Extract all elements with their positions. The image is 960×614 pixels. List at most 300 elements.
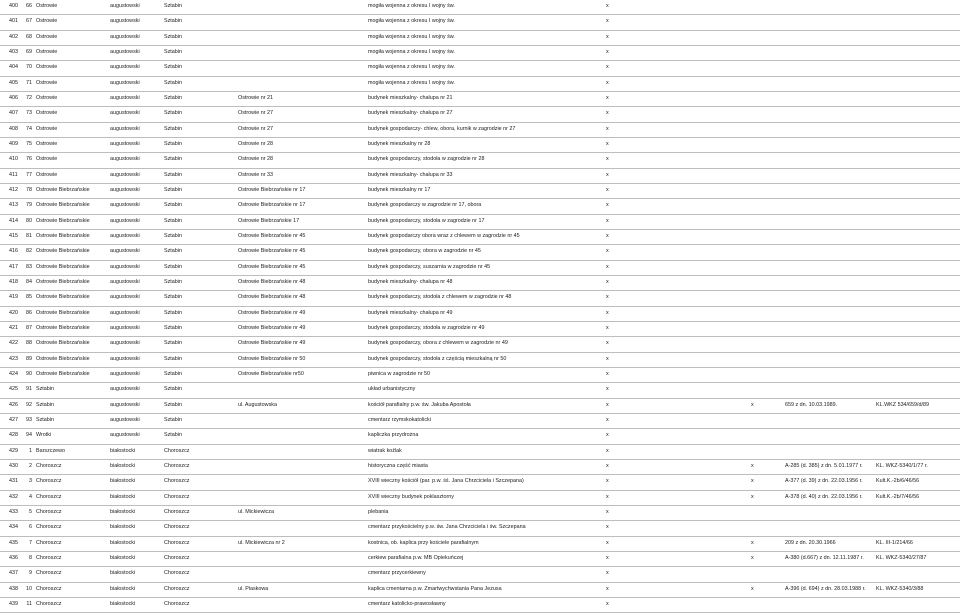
row-number-cell: 428 bbox=[9, 432, 18, 439]
locality-cell: Ostrowie Biebrzańskie bbox=[36, 309, 90, 316]
entry-number-cell: 74 bbox=[26, 125, 32, 132]
row-number-cell: 415 bbox=[9, 232, 18, 239]
mark-x-cell: x bbox=[606, 125, 609, 132]
object-description-cell: mogiła wojenna z okresu I wojny św. bbox=[368, 48, 455, 55]
object-description-cell: budynek mieszkalny- chałupa nr 49 bbox=[368, 309, 453, 316]
commune-cell: Sztabin bbox=[164, 186, 182, 193]
commune-cell: Sztabin bbox=[164, 217, 182, 224]
mark-x-cell: x bbox=[606, 186, 609, 193]
table-row bbox=[0, 123, 960, 138]
mark-x-cell: x bbox=[606, 140, 609, 147]
table-row bbox=[0, 506, 960, 521]
mark-x-cell: x bbox=[606, 370, 609, 377]
entry-number-cell: 5 bbox=[29, 508, 32, 515]
object-description-cell: budynek mieszkalny- chałupa nr 33 bbox=[368, 171, 453, 178]
row-number-cell: 439 bbox=[9, 600, 18, 607]
object-description-cell: mogiła wojenna z okresu I wojny św. bbox=[368, 18, 455, 25]
commune-cell: Sztabin bbox=[164, 171, 182, 178]
commune-cell: Sztabin bbox=[164, 18, 182, 25]
object-description-cell: kościół parafialny p.w. św. Jakuba Apostoła bbox=[368, 401, 471, 408]
locality-cell: Choroszcz bbox=[36, 524, 62, 531]
locality-cell: Wrotki bbox=[36, 432, 52, 439]
locality-cell: Ostrowie bbox=[36, 156, 58, 163]
mark-x-cell: x bbox=[606, 3, 609, 9]
commune-cell: Sztabin bbox=[164, 202, 182, 209]
table-row bbox=[0, 276, 960, 291]
entry-number-cell: 93 bbox=[26, 416, 32, 423]
table-row bbox=[0, 383, 960, 398]
object-description-cell: budynek gospodarczy, stodoła z częścią mieszkalną nr 50 bbox=[368, 355, 507, 362]
row-number-cell: 434 bbox=[9, 524, 18, 531]
locality-cell: Choroszcz bbox=[36, 462, 62, 469]
commune-cell: Sztabin bbox=[164, 94, 182, 101]
entry-number-cell: 9 bbox=[29, 570, 32, 577]
object-description-cell: mogiła wojenna z okresu I wojny św. bbox=[368, 3, 455, 9]
locality-cell: Ostrowie Biebrzańskie bbox=[36, 263, 90, 270]
case-reference-cell: Kult.K.-2b/6/46/56 bbox=[876, 478, 920, 485]
mark-x-cell: x bbox=[606, 493, 609, 500]
county-cell: augustowski bbox=[110, 324, 140, 331]
mark-register-cell: x bbox=[751, 539, 754, 546]
row-number-cell: 437 bbox=[9, 570, 18, 577]
entry-number-cell: 70 bbox=[26, 64, 32, 71]
commune-cell: Choroszcz bbox=[164, 524, 190, 531]
address-cell: Ostrowie Biebrzańskie nr 49 bbox=[238, 340, 306, 347]
county-cell: augustowski bbox=[110, 202, 140, 209]
locality-cell: Ostrowie bbox=[36, 3, 58, 9]
row-number-cell: 430 bbox=[9, 462, 18, 469]
mark-x-cell: x bbox=[606, 217, 609, 224]
county-cell: augustowski bbox=[110, 110, 140, 117]
address-cell: ul. Piaskowa bbox=[238, 585, 269, 592]
entry-number-cell: 89 bbox=[26, 355, 32, 362]
row-number-cell: 431 bbox=[9, 478, 18, 485]
county-cell: augustowski bbox=[110, 294, 140, 301]
register-entry-cell: 209 z dn. 20.30.1966 bbox=[785, 539, 836, 546]
locality-cell: Ostrowie Biebrzańskie bbox=[36, 248, 90, 255]
commune-cell: Sztabin bbox=[164, 110, 182, 117]
object-description-cell: wiatrak koźlak bbox=[368, 447, 402, 454]
mark-register-cell: x bbox=[751, 493, 754, 500]
entry-number-cell: 78 bbox=[26, 186, 32, 193]
mark-x-cell: x bbox=[606, 432, 609, 439]
address-cell: Ostrowie Biebrzańskie nr 45 bbox=[238, 248, 306, 255]
commune-cell: Sztabin bbox=[164, 79, 182, 86]
county-cell: augustowski bbox=[110, 171, 140, 178]
object-description-cell: mogiła wojenna z okresu I wojny św. bbox=[368, 64, 455, 71]
address-cell: ul. Mickiewicza bbox=[238, 508, 274, 515]
entry-number-cell: 11 bbox=[26, 600, 32, 607]
table-row bbox=[0, 77, 960, 92]
row-number-cell: 421 bbox=[9, 324, 18, 331]
object-description-cell: mogiła wojenna z okresu I wojny św. bbox=[368, 79, 455, 86]
commune-cell: Sztabin bbox=[164, 432, 182, 439]
mark-x-cell: x bbox=[606, 554, 609, 561]
entry-number-cell: 7 bbox=[29, 539, 32, 546]
row-number-cell: 405 bbox=[9, 79, 18, 86]
register-entry-cell: A-378 (d. 40) z dn. 22.03.1956 r. bbox=[785, 493, 863, 500]
row-number-cell: 417 bbox=[9, 263, 18, 270]
object-description-cell: budynek gospodarczy w zagrodzie nr 17, obora bbox=[368, 202, 482, 209]
mark-x-cell: x bbox=[606, 278, 609, 285]
mark-register-cell: x bbox=[751, 401, 754, 408]
address-cell: Ostrowie Biebrzańskie nr 49 bbox=[238, 324, 306, 331]
county-cell: białostocki bbox=[110, 570, 136, 577]
mark-x-cell: x bbox=[606, 508, 609, 515]
entry-number-cell: 3 bbox=[29, 478, 32, 485]
mark-x-cell: x bbox=[606, 416, 609, 423]
locality-cell: Ostrowie bbox=[36, 64, 58, 71]
commune-cell: Sztabin bbox=[164, 401, 182, 408]
commune-cell: Choroszcz bbox=[164, 462, 190, 469]
county-cell: białostocki bbox=[110, 493, 136, 500]
county-cell: augustowski bbox=[110, 94, 140, 101]
mark-x-cell: x bbox=[606, 18, 609, 25]
locality-cell: Choroszcz bbox=[36, 493, 62, 500]
locality-cell: Ostrowie Biebrzańskie bbox=[36, 202, 90, 209]
object-description-cell: budynek gospodarczy, stodoła z chlewem w zagrodzie nr 48 bbox=[368, 294, 512, 301]
commune-cell: Sztabin bbox=[164, 156, 182, 163]
entry-number-cell: 83 bbox=[26, 263, 32, 270]
county-cell: augustowski bbox=[110, 370, 140, 377]
county-cell: białostocki bbox=[110, 524, 136, 531]
county-cell: białostocki bbox=[110, 447, 136, 454]
row-number-cell: 429 bbox=[9, 447, 18, 454]
commune-cell: Choroszcz bbox=[164, 600, 190, 607]
entry-number-cell: 68 bbox=[26, 33, 32, 40]
county-cell: augustowski bbox=[110, 355, 140, 362]
table-row bbox=[0, 598, 960, 613]
locality-cell: Ostrowie bbox=[36, 18, 58, 25]
row-number-cell: 411 bbox=[9, 171, 18, 178]
object-description-cell: kapliczka przydrożna bbox=[368, 432, 419, 439]
table-row bbox=[0, 537, 960, 552]
table-row bbox=[0, 460, 960, 475]
address-cell: Ostrowie Biebrzańskie nr 17 bbox=[238, 186, 306, 193]
locality-cell: Ostrowie Biebrzańskie bbox=[36, 232, 90, 239]
entry-number-cell: 10 bbox=[26, 585, 32, 592]
row-number-cell: 427 bbox=[9, 416, 18, 423]
table-row bbox=[0, 230, 960, 245]
table-row bbox=[0, 153, 960, 168]
table-row bbox=[0, 199, 960, 214]
table-row bbox=[0, 337, 960, 352]
county-cell: augustowski bbox=[110, 340, 140, 347]
locality-cell: Ostrowie Biebrzańskie bbox=[36, 340, 90, 347]
commune-cell: Sztabin bbox=[164, 294, 182, 301]
county-cell: augustowski bbox=[110, 64, 140, 71]
object-description-cell: cmentarz rzymskokatolicki bbox=[368, 416, 431, 423]
object-description-cell: budynek mieszkalny- chałupa nr 21 bbox=[368, 94, 453, 101]
table-row bbox=[0, 0, 960, 15]
mark-x-cell: x bbox=[606, 33, 609, 40]
county-cell: augustowski bbox=[110, 48, 140, 55]
table-row bbox=[0, 353, 960, 368]
table-row bbox=[0, 291, 960, 306]
county-cell: augustowski bbox=[110, 432, 140, 439]
county-cell: augustowski bbox=[110, 248, 140, 255]
entry-number-cell: 76 bbox=[26, 156, 32, 163]
table-row bbox=[0, 92, 960, 107]
county-cell: białostocki bbox=[110, 462, 136, 469]
mark-x-cell: x bbox=[606, 248, 609, 255]
entry-number-cell: 84 bbox=[26, 278, 32, 285]
object-description-cell: budynek mieszkalny- chałupa nr 27 bbox=[368, 110, 453, 117]
table-row bbox=[0, 583, 960, 598]
mark-x-cell: x bbox=[606, 202, 609, 209]
entry-number-cell: 72 bbox=[26, 94, 32, 101]
case-reference-cell: KL. WKZ-5340/27/87 bbox=[876, 554, 927, 561]
object-description-cell: budynek gospodarczy, obora z chlewem w zagrodzie nr 49 bbox=[368, 340, 508, 347]
mark-x-cell: x bbox=[606, 324, 609, 331]
locality-cell: Choroszcz bbox=[36, 585, 62, 592]
county-cell: augustowski bbox=[110, 278, 140, 285]
object-description-cell: cerkiew parafialna p.w. MB Opiekuńczej bbox=[368, 554, 464, 561]
object-description-cell: XVIII wieczny budynek poklasztorny bbox=[368, 493, 454, 500]
county-cell: białostocki bbox=[110, 508, 136, 515]
register-entry-cell: A-380 (d.667) z dn. 12.11.1987 r. bbox=[785, 554, 864, 561]
commune-cell: Choroszcz bbox=[164, 570, 190, 577]
address-cell: Ostrowie nr 27 bbox=[238, 125, 274, 132]
mark-x-cell: x bbox=[606, 48, 609, 55]
mark-x-cell: x bbox=[606, 462, 609, 469]
row-number-cell: 400 bbox=[9, 3, 18, 9]
row-number-cell: 414 bbox=[9, 217, 18, 224]
table-row bbox=[0, 399, 960, 414]
county-cell: białostocki bbox=[110, 600, 136, 607]
entry-number-cell: 87 bbox=[26, 324, 32, 331]
locality-cell: Ostrowie Biebrzańskie bbox=[36, 217, 90, 224]
row-number-cell: 410 bbox=[9, 156, 18, 163]
entry-number-cell: 4 bbox=[29, 493, 32, 500]
table-row bbox=[0, 445, 960, 460]
table-row bbox=[0, 138, 960, 153]
table-row bbox=[0, 552, 960, 567]
locality-cell: Choroszcz bbox=[36, 600, 62, 607]
entry-number-cell: 91 bbox=[26, 386, 32, 393]
row-number-cell: 408 bbox=[9, 125, 18, 132]
entry-number-cell: 86 bbox=[26, 309, 32, 316]
object-description-cell: budynek mieszkalny- chałupa nr 48 bbox=[368, 278, 453, 285]
entry-number-cell: 81 bbox=[26, 232, 32, 239]
locality-cell: Choroszcz bbox=[36, 570, 62, 577]
mark-x-cell: x bbox=[606, 64, 609, 71]
commune-cell: Sztabin bbox=[164, 370, 182, 377]
county-cell: augustowski bbox=[110, 416, 140, 423]
case-reference-cell: KL. III-1/214/66 bbox=[876, 539, 913, 546]
county-cell: augustowski bbox=[110, 186, 140, 193]
mark-x-cell: x bbox=[606, 539, 609, 546]
locality-cell: Choroszcz bbox=[36, 508, 62, 515]
locality-cell: Ostrowie bbox=[36, 110, 58, 117]
locality-cell: Ostrowie Biebrzańskie bbox=[36, 370, 90, 377]
row-number-cell: 419 bbox=[9, 294, 18, 301]
commune-cell: Sztabin bbox=[164, 3, 182, 9]
row-number-cell: 403 bbox=[9, 48, 18, 55]
county-cell: augustowski bbox=[110, 309, 140, 316]
row-number-cell: 438 bbox=[9, 585, 18, 592]
object-description-cell: cmentarz przykościelny p.w. św. Jana Chrzciciela i św. Szczepana bbox=[368, 524, 526, 531]
commune-cell: Sztabin bbox=[164, 355, 182, 362]
county-cell: augustowski bbox=[110, 79, 140, 86]
mark-register-cell: x bbox=[751, 585, 754, 592]
locality-cell: Ostrowie Biebrzańskie bbox=[36, 355, 90, 362]
address-cell: Ostrowie nr 27 bbox=[238, 110, 274, 117]
commune-cell: Sztabin bbox=[164, 48, 182, 55]
entry-number-cell: 71 bbox=[26, 79, 32, 86]
row-number-cell: 436 bbox=[9, 554, 18, 561]
table-row bbox=[0, 475, 960, 490]
county-cell: augustowski bbox=[110, 232, 140, 239]
entry-number-cell: 77 bbox=[26, 171, 32, 178]
mark-x-cell: x bbox=[606, 524, 609, 531]
address-cell: Ostrowie Biebrzańskie nr 49 bbox=[238, 309, 306, 316]
table-row bbox=[0, 368, 960, 383]
object-description-cell: XVIII wieczny kościół (par. p.w. śś. Jana Chrzciciela i Szczepana) bbox=[368, 478, 524, 485]
table-row bbox=[0, 521, 960, 536]
locality-cell: Ostrowie bbox=[36, 140, 58, 147]
county-cell: augustowski bbox=[110, 401, 140, 408]
commune-cell: Sztabin bbox=[164, 248, 182, 255]
county-cell: augustowski bbox=[110, 3, 140, 9]
commune-cell: Choroszcz bbox=[164, 447, 190, 454]
locality-cell: Barszczewo bbox=[36, 447, 66, 454]
county-cell: augustowski bbox=[110, 217, 140, 224]
object-description-cell: budynek gospodarczy- chlew, obora, kurnik w zagrodzie nr 27 bbox=[368, 125, 516, 132]
row-number-cell: 413 bbox=[9, 202, 18, 209]
row-number-cell: 418 bbox=[9, 278, 18, 285]
table-row bbox=[0, 46, 960, 61]
row-number-cell: 426 bbox=[9, 401, 18, 408]
address-cell: Ostrowie nr 33 bbox=[238, 171, 274, 178]
row-number-cell: 412 bbox=[9, 186, 18, 193]
commune-cell: Sztabin bbox=[164, 386, 182, 393]
table-row bbox=[0, 215, 960, 230]
object-description-cell: kostnica, ob. kaplica przy kościele parafialnym bbox=[368, 539, 479, 546]
county-cell: augustowski bbox=[110, 18, 140, 25]
object-description-cell: cmentarz przycerkiewny bbox=[368, 570, 426, 577]
commune-cell: Choroszcz bbox=[164, 508, 190, 515]
entry-number-cell: 66 bbox=[26, 3, 32, 9]
entry-number-cell: 73 bbox=[26, 110, 32, 117]
row-number-cell: 416 bbox=[9, 248, 18, 255]
commune-cell: Sztabin bbox=[164, 263, 182, 270]
table-row bbox=[0, 567, 960, 582]
mark-x-cell: x bbox=[606, 401, 609, 408]
object-description-cell: budynek gospodarczy obora wraz z chlewem w zagrodzie nr 45 bbox=[368, 232, 520, 239]
row-number-cell: 432 bbox=[9, 493, 18, 500]
object-description-cell: cmentarz katolicko-prawosławny bbox=[368, 600, 446, 607]
row-number-cell: 409 bbox=[9, 140, 18, 147]
address-cell: Ostrowie Biebrzańskie nr 45 bbox=[238, 263, 306, 270]
locality-cell: Ostrowie bbox=[36, 171, 58, 178]
mark-x-cell: x bbox=[606, 386, 609, 393]
table-row bbox=[0, 107, 960, 122]
mark-x-cell: x bbox=[606, 94, 609, 101]
table-row bbox=[0, 414, 960, 429]
object-description-cell: budynek mieszkalny nr 17 bbox=[368, 186, 431, 193]
object-description-cell: budynek gospodarczy, stodoła w zagrodzie nr 17 bbox=[368, 217, 485, 224]
mark-register-cell: x bbox=[751, 554, 754, 561]
table-row bbox=[0, 245, 960, 260]
locality-cell: Choroszcz bbox=[36, 554, 62, 561]
address-cell: Ostrowie Biebrzańskie nr 17 bbox=[238, 202, 306, 209]
mark-x-cell: x bbox=[606, 585, 609, 592]
commune-cell: Choroszcz bbox=[164, 585, 190, 592]
commune-cell: Choroszcz bbox=[164, 554, 190, 561]
row-number-cell: 406 bbox=[9, 94, 18, 101]
entry-number-cell: 67 bbox=[26, 18, 32, 25]
county-cell: augustowski bbox=[110, 386, 140, 393]
address-cell: Ostrowie nr 28 bbox=[238, 156, 274, 163]
mark-x-cell: x bbox=[606, 110, 609, 117]
commune-cell: Choroszcz bbox=[164, 539, 190, 546]
locality-cell: Ostrowie bbox=[36, 125, 58, 132]
entry-number-cell: 94 bbox=[26, 432, 32, 439]
address-cell: Ostrowie nr 21 bbox=[238, 94, 274, 101]
entry-number-cell: 1 bbox=[29, 447, 32, 454]
locality-cell: Sztabin bbox=[36, 386, 54, 393]
mark-register-cell: x bbox=[751, 478, 754, 485]
entry-number-cell: 92 bbox=[26, 401, 32, 408]
mark-x-cell: x bbox=[606, 600, 609, 607]
mark-x-cell: x bbox=[606, 570, 609, 577]
locality-cell: Ostrowie Biebrzańskie bbox=[36, 186, 90, 193]
object-description-cell: budynek gospodarczy, suszarnia w zagrodzie nr 45 bbox=[368, 263, 491, 270]
row-number-cell: 423 bbox=[9, 355, 18, 362]
entry-number-cell: 88 bbox=[26, 340, 32, 347]
county-cell: augustowski bbox=[110, 125, 140, 132]
address-cell: Ostrowie Biebrzańskie nr 45 bbox=[238, 232, 306, 239]
entry-number-cell: 90 bbox=[26, 370, 32, 377]
mark-x-cell: x bbox=[606, 309, 609, 316]
row-number-cell: 401 bbox=[9, 18, 18, 25]
row-number-cell: 424 bbox=[9, 370, 18, 377]
county-cell: augustowski bbox=[110, 140, 140, 147]
entry-number-cell: 69 bbox=[26, 48, 32, 55]
entry-number-cell: 79 bbox=[26, 202, 32, 209]
table-row bbox=[0, 491, 960, 506]
row-number-cell: 402 bbox=[9, 33, 18, 40]
object-description-cell: budynek gospodarczy, stodoła w zagrodzie nr 49 bbox=[368, 324, 485, 331]
mark-x-cell: x bbox=[606, 232, 609, 239]
row-number-cell: 425 bbox=[9, 386, 18, 393]
table-row bbox=[0, 15, 960, 30]
object-description-cell: kaplica cmentarna p.w. Zmartwychwstania Pana Jezusa bbox=[368, 585, 502, 592]
commune-cell: Sztabin bbox=[164, 64, 182, 71]
commune-cell: Sztabin bbox=[164, 33, 182, 40]
entry-number-cell: 75 bbox=[26, 140, 32, 147]
mark-x-cell: x bbox=[606, 340, 609, 347]
locality-cell: Choroszcz bbox=[36, 539, 62, 546]
row-number-cell: 433 bbox=[9, 508, 18, 515]
object-description-cell: historyczna część miasta bbox=[368, 462, 428, 469]
register-entry-cell: A-396 (d. 694) z dn. 28.03.1988 r. bbox=[785, 585, 866, 592]
county-cell: augustowski bbox=[110, 33, 140, 40]
address-cell: ul. Mickiewicza nr 2 bbox=[238, 539, 285, 546]
commune-cell: Sztabin bbox=[164, 340, 182, 347]
register-entry-cell: A-377 (d. 39) z dn. 22.03.1956 r. bbox=[785, 478, 863, 485]
mark-x-cell: x bbox=[606, 263, 609, 270]
entry-number-cell: 82 bbox=[26, 248, 32, 255]
commune-cell: Sztabin bbox=[164, 232, 182, 239]
county-cell: białostocki bbox=[110, 478, 136, 485]
row-number-cell: 422 bbox=[9, 340, 18, 347]
mark-x-cell: x bbox=[606, 355, 609, 362]
entry-number-cell: 6 bbox=[29, 524, 32, 531]
entry-number-cell: 80 bbox=[26, 217, 32, 224]
mark-x-cell: x bbox=[606, 79, 609, 86]
